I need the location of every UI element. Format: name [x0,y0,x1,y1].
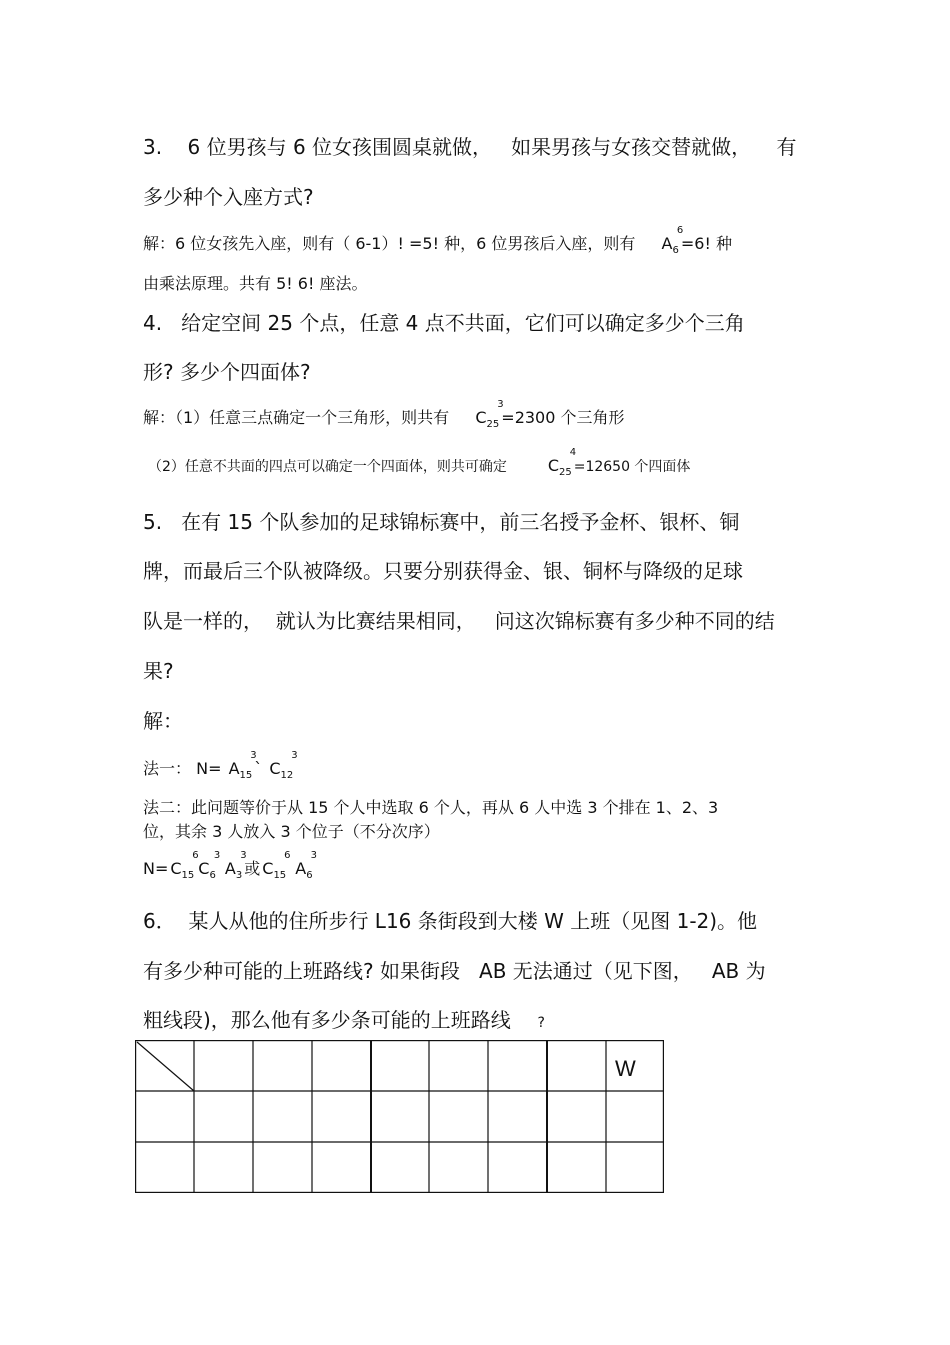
q3-solution-line-1 [143,225,732,256]
q4-combination-formula-2: $C_{25}$ 4 [547,447,577,478]
q5-f-c15-6: $C_{15}$ 6 [170,850,199,881]
q4-solution-text-1: 解：（1）任意三点确定一个三角形，则共有 [143,408,450,427]
q6-line-1: 6． 某人从他的住所步行 L16 条街段到大楼 W 上班（见图 1-2)。他 [143,909,758,933]
q5-line-3: 队是一样的， 就认为比赛结果相同， 问这次锦标赛有多少种不同的结 [143,609,775,633]
q6-line-3: 粗线段)，那么他有多少条可能的上班路线 ? [143,1008,545,1032]
q6-line-2: 有多少种可能的上班路线? 如果街段 AB 无法通过（见下图， AB 为 [143,959,766,983]
q5-m1-combination: $C_{12}$ 3 [269,750,298,781]
grid-border [136,1041,664,1193]
q5-f-a3-3: $A_3$ 3 [224,850,247,881]
q5-line-2: 牌，而最后三个队被降级。只要分别获得金、银、铜杯与降级的足球 [143,559,743,583]
q5-method-2-formula: $N= C_{15}$ 6 $C_6$ 3 $A_3$ 3 或 $C_{15}$ 6 $A_6$ 3 [143,850,317,881]
q5-f-a6-3: $A_6$ 3 [295,850,317,881]
q4-line-2: 形? 多少个四面体? [143,360,311,384]
street-grid-figure [135,1040,664,1193]
q3-line-1: 3. 6 位男孩与 6 位女孩围圆桌就做， 如果男孩与女孩交替就做， 有 [143,135,797,159]
q5-line-1: 5. 在有 15 个队参加的足球锦标赛中，前三名授予金杯、银杯、铜 [143,510,740,534]
q5-method-1: 法一： $N= A_{15}$ 3 ` $C_{12}$ 3 [143,750,298,781]
q3-permutation-formula: $A_6$ 6 [661,225,684,256]
q4-solution-line-2 [148,447,691,478]
q4-solution-result-1: =2300 个三角形 [501,408,625,427]
q5-m1-permutation: $A_{15}$ 3 [228,750,257,781]
q5-method-2-line-2: 位，其余 3 人放入 3 个位子（不分次序） [143,822,440,841]
q3-solution-text: 解：6 位女孩先入座，则有（ 6-1）! =5! 种，6 位男孩后入座，则有 [143,234,636,253]
q4-line-1: 4. 给定空间 25 个点，任意 4 点不共面，它们可以确定多少个三角 [143,311,745,335]
q5-line-4: 果? [143,659,174,683]
q3-line-2: 多少种个入座方式? [143,185,314,209]
grid-diagonal [137,1042,194,1091]
q5-method-2-line-1: 法二：此问题等价于从 15 个人中选取 6 个人，再从 6 人中选 3 个排在 1、2、3 [143,798,719,817]
building-w-label: W [615,1056,636,1081]
q4-solution-text-2: （2）任意不共面的四点可以确定一个四面体，则共可确定 [148,459,507,475]
q4-combination-formula-1: $C_{25}$ 3 [475,399,504,430]
q4-solution-line-1 [143,399,625,430]
q5-solution-label: 解： [143,709,183,733]
q4-solution-result-2: =12650 个四面体 [573,459,691,475]
q3-solution-result: =6! 种 [680,234,732,253]
q5-f-c6-3: $C_6$ 3 [198,850,221,881]
q3-solution-line-2: 由乘法原理。共有 5! 6! 座法。 [143,274,368,293]
q5-f-c15-6-b: $C_{15}$ 6 [262,850,291,881]
